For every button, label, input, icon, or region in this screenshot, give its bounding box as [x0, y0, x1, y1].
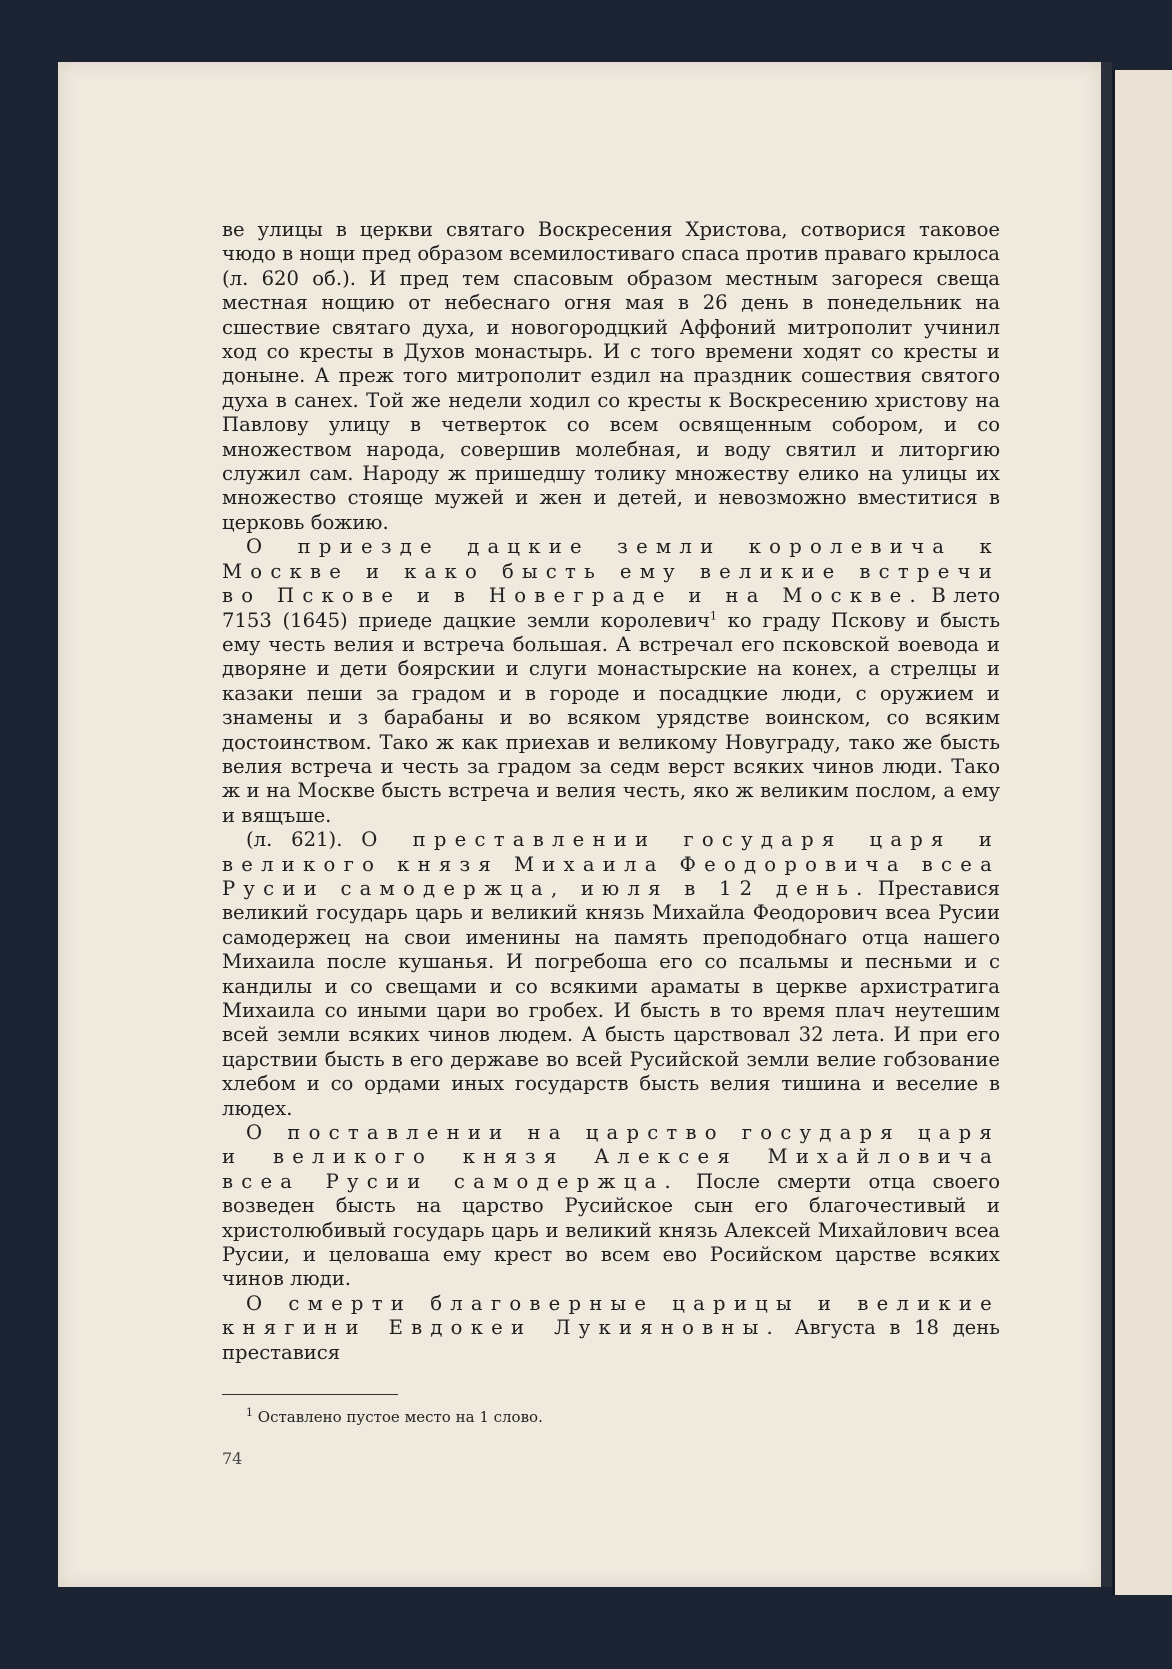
paragraph-4 — [222, 1121, 1000, 1292]
footnote — [246, 1408, 543, 1426]
footnote-mark: 1 — [709, 608, 717, 622]
body-text — [222, 218, 1000, 1365]
footnote-rule — [222, 1394, 398, 1395]
section-heading: О приезде дацкие земли королевича к Москве и како бысть ему великие встречи во Пскове и в Новеграде и на Москве. — [222, 535, 1000, 608]
paragraph-3 — [222, 828, 1000, 1121]
paragraph-text: После смерти отца своего возведен бысть на царство Русийское сын его благочестивый и христолюбивый государь царь и великий князь Алексей Михайлович всеа Русии, и целоваша ему крест во всем ево Росийском царстве всяких чинов люди. — [222, 1169, 1000, 1291]
section-heading: О смерти благоверные царицы и великие княгини Евдокеи Лукияновны. — [222, 1291, 1000, 1340]
section-heading: О поставлении на царство государя царя и великого князя Алексея Михайловича всеа Русии самодержца. — [222, 1121, 1000, 1193]
paragraph-text: Преставися великий государь царь и великий князь Михайла Феодорович всеа Русии самодержец на свои именины на память преподобнаго отца нашего Михаила после кушанья. И погребоша его со псальмы и песньми и с кандилы и со свещами и со всякими араматы в церкве архистратига Михаила со иными цари во гробех. И бысть в то время плач неутешим всей земли всяких чинов людем. А бысть царствовал 32 лета. И при его царствии бысть в его державе во всей Русийской земли велие гобзование хлебом и со ордами иных государств бысть велия тишина и веселие в людех. — [222, 876, 1000, 1120]
book-gutter — [1101, 62, 1112, 1587]
folio-reference: (л. 621). — [246, 828, 362, 852]
page-number: 74 — [222, 1449, 243, 1468]
paragraph-text: В лето 7153 (1645) приеде дацкие земли королевич — [222, 584, 1000, 632]
paragraph-text: Августа в 18 день преставися — [222, 1316, 1000, 1364]
next-page-edge — [1112, 70, 1172, 1595]
footnote-number: 1 — [246, 1406, 253, 1419]
footnote-text: Оставлено пустое место на 1 слово. — [257, 1408, 543, 1426]
section-heading: О преставлении государя царя и великого князя Михаила Феодоровича всеа Русии самодержца, июля в 12 день. — [222, 828, 1000, 900]
paragraph-5 — [222, 1292, 1000, 1365]
paragraph-2 — [222, 535, 1000, 828]
paragraph-1: ве улицы в церкви святаго Воскресения Христова, сотворися таковое чюдо в нощи пред образом всемилостиваго спаса против праваго крылоса (л. 620 об.). И пред тем спасовым образом местным загореся свеща местная нощию от небеснаго огня мая в 26 день в понедельник на сшествие святаго духа, и новогородцкий Аффоний митрополит учинил ход со кресты в Духов монастырь. И с того времени ходят со кресты и доныне. А преж того митрополит ездил на праздник сошествия святого духа в санех. Той же недели ходил со кресты к Воскресению христову на Павлову улицу в четверток со всем освященным собором, и со множеством народа, совершив молебная, и воду святил и литоргию служил сам. Народу ж пришедшу толику множеству елико на улицы их множество стояще мужей и жен и детей, и невозможно вместитися в церковь божию. — [222, 218, 1000, 534]
paragraph-text: ко граду Пскову и бысть ему честь велия и встреча большая. А встречал его псковской воевода и дворяне и дети боярскии и слуги монастырские на конех, а стрелцы и казаки пеши за градом и в городе и посадцкие люди, с оружием и знамены и з барабаны и во всяком урядстве воинском, со всяким достоинством. Тако ж как приехав и великому Новуграду, тако же бысть велия встреча и честь за градом за седм верст всяких чинов люди. Тако ж и на Москве бысть встреча и велия честь, яко ж великим послом, а ему и вящъше. — [222, 608, 1000, 827]
